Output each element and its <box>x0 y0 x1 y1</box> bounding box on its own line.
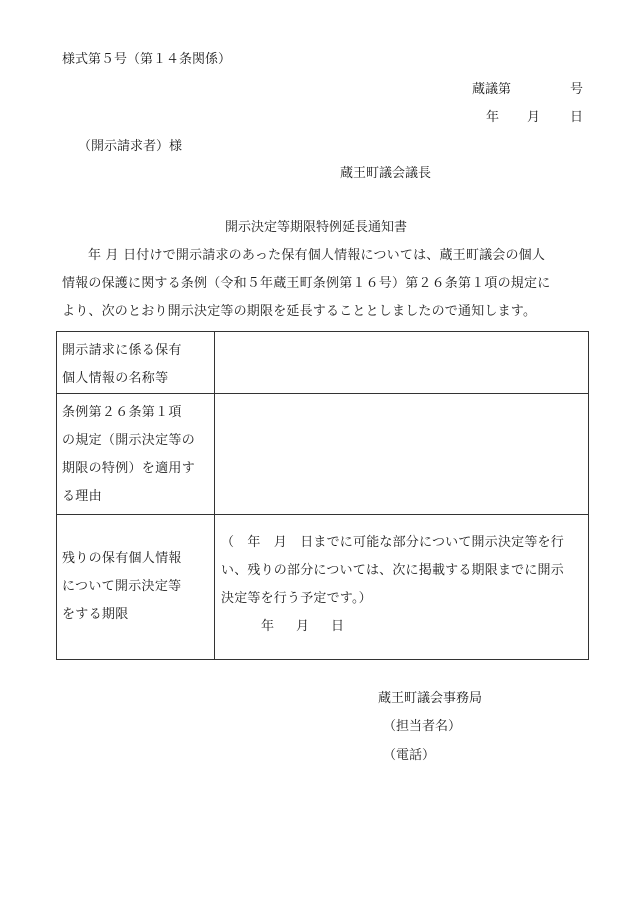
doc-number-suffix: 号 <box>570 82 584 97</box>
label-line: をする期限 <box>62 607 129 622</box>
label-line: 個人情報の名称等 <box>62 371 169 386</box>
sender: 蔵王町議会議長 <box>340 166 432 181</box>
doc-number-label: 蔵議第 <box>472 82 512 97</box>
deadline-text-line: い、残りの部分については、次に掲載する期限までに開示 <box>221 563 564 578</box>
deadline-year-label: 年 <box>261 619 275 634</box>
label-line: 残りの保有個人情報 <box>62 551 182 566</box>
body-line: 情報の保護に関する条例（令和５年蔵王町条例第１６号）第２６条第１項の規定に <box>62 276 551 291</box>
table-row <box>57 332 589 394</box>
row-value-reason <box>215 394 589 515</box>
date-day-label: 日 <box>570 110 584 125</box>
info-table <box>56 331 589 660</box>
table-row <box>57 515 589 660</box>
deadline-day-label: 日 <box>331 619 345 634</box>
label-line: の規定（開示決定等の <box>62 433 196 448</box>
contact-person: （担当者名） <box>383 719 462 734</box>
row-value-deadline <box>215 515 589 660</box>
date-year-label: 年 <box>486 110 500 125</box>
body-line: 年 月 日付けで開示請求のあった保有個人情報については、蔵王町議会の個人 <box>88 248 546 263</box>
row-value-info-name <box>215 332 589 394</box>
row-label-reason <box>57 394 215 515</box>
deadline-date <box>221 613 582 641</box>
row-label-info-name <box>57 332 215 394</box>
phone: （電話） <box>383 748 436 763</box>
document-title: 開示決定等期限特例延長通知書 <box>225 220 408 235</box>
label-line: 期限の特例）を適用す <box>62 461 196 476</box>
label-line: る理由 <box>62 489 102 504</box>
recipient: （開示請求者）様 <box>78 139 183 154</box>
label-line: について開示決定等 <box>62 579 182 594</box>
deadline-text-line: （ 年 月 日までに可能な部分について開示決定等を行 <box>221 535 564 550</box>
row-label-deadline <box>57 515 215 660</box>
deadline-text-line: 決定等を行う予定です。） <box>221 591 372 606</box>
form-number: 様式第５号（第１４条関係） <box>62 52 232 67</box>
label-line: 条例第２６条第１項 <box>62 405 182 420</box>
body-line: より、次のとおり開示決定等の期限を延長することとしましたので通知します。 <box>62 304 537 319</box>
label-line: 開示請求に係る保有 <box>62 343 182 358</box>
table-row <box>57 394 589 515</box>
body-text <box>62 242 589 326</box>
office-name: 蔵王町議会事務局 <box>378 691 483 706</box>
deadline-month-label: 月 <box>296 619 310 634</box>
date-month-label: 月 <box>527 110 541 125</box>
